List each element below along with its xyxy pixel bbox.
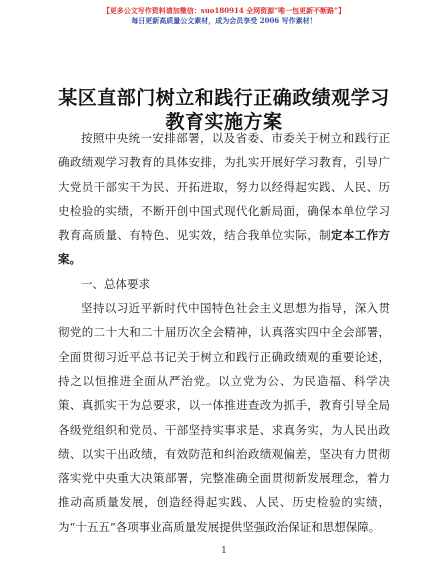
promo-banner-line2: 每日更新高质量公文素材，成为会员享受 2006 写作素材！ (131, 16, 317, 25)
document-title: 某区直部门树立和践行正确政绩观学习教育实施方案 (58, 87, 390, 133)
general-requirements-paragraph: 坚持以习近平新时代中国特色社会主义思想为指导，深入贯彻党的二十大和二十届历次全会精神，认真落实四中全会部署，全面贯彻习近平总书记关于树立和践行正确政绩观的重要论述，持之以恒推进全面从严治党。以立党为公、为民造福、科学决策、真抓实干为总要求，以一体推进查改为抓手，教育引导全局各级党组织和党员、干部坚持实事求是、求真务实，为人民出政绩、以实干出政绩，有效防范和纠治政绩观偏差，坚决有力贯彻落实党中央重大决策部署，完整准确全面贯彻新发展理念，着力推动高质量发展，创造经得起实践、人民、历史检验的实绩，为“十五五”各项事业高质量发展提供坚强政治保证和思想保障。 (58, 301, 390, 534)
intro-paragraph-text: 按照中央统一安排部署，以及省委、市委关于树立和践行正确政绩观学习教育的具体安排，为扎实开展好学习教育，引导广大党员干部实干为民、开拓进取，努力以经得起实践、人民、历史检验的实绩，不断开创中国式现代化新局面，确保本单位学习教育高质量、有特色、见实效，结合我单位实际，制 (58, 131, 390, 243)
document-body (58, 126, 390, 539)
section-heading-general-requirements: 一、总体要求 (81, 276, 150, 291)
promo-banner (0, 6, 448, 26)
intro-paragraph (58, 126, 390, 272)
intro-paragraph-bold-ending: 定本工作方案。 (58, 228, 390, 267)
promo-banner-line1: 【更多公文写作资料请加微信：suo180914 全网资源“唯一包更新不断路”】 (102, 6, 346, 15)
page-number: 1 (221, 546, 227, 556)
